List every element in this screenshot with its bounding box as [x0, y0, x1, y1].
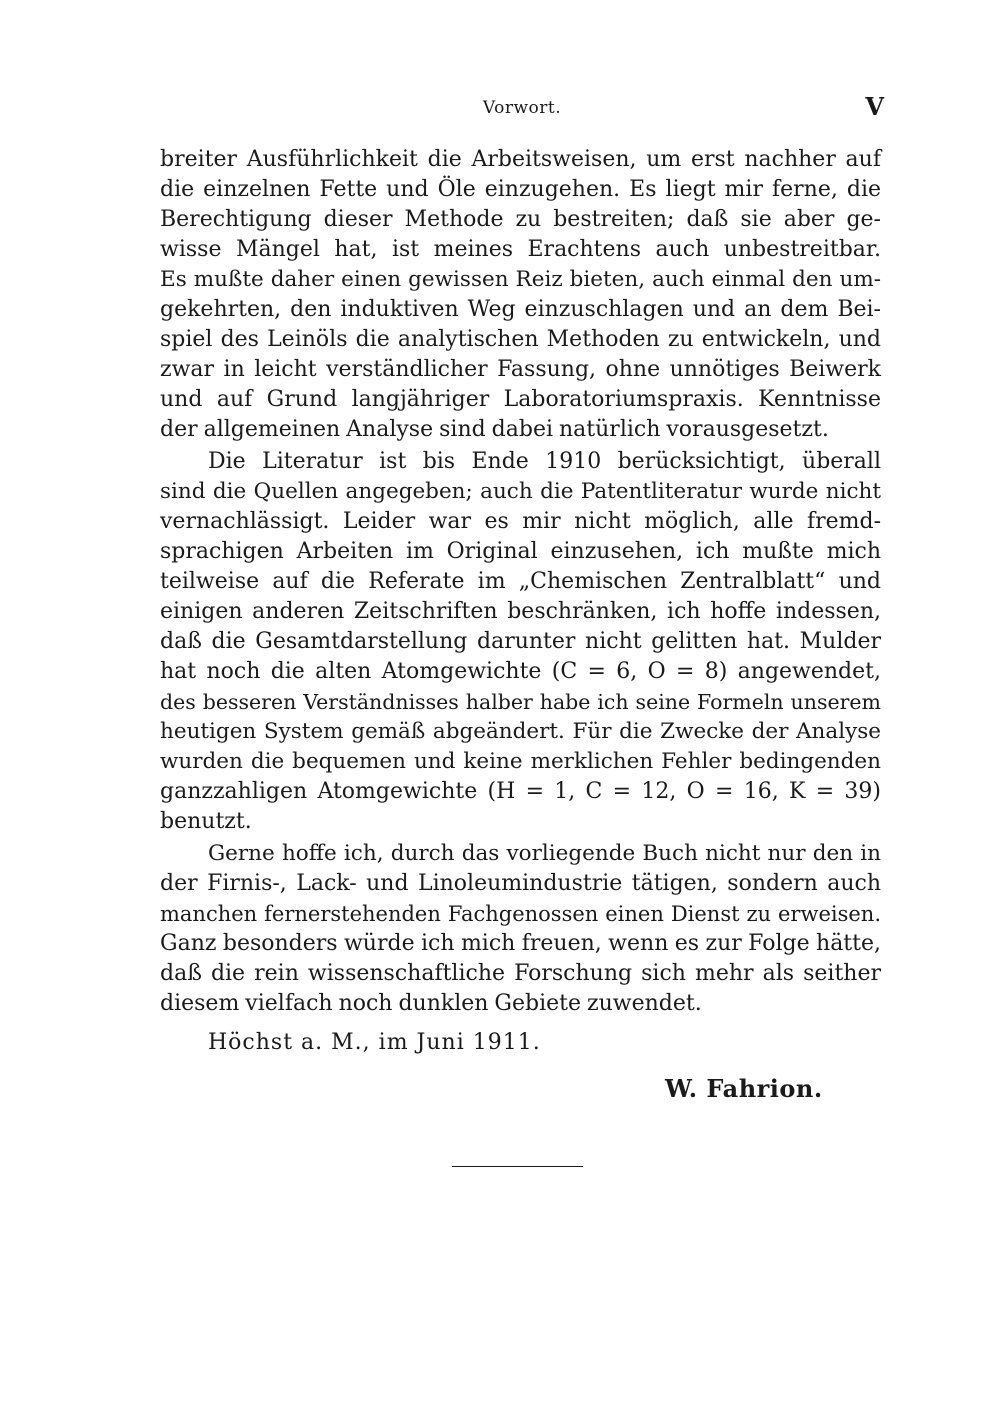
text-line: der Firnis-, Lack- und Linoleumindustrie tätigen, sondern auch — [160, 871, 881, 896]
text-line: einigen anderen Zeitschriften beschränken, ich hoffe indessen, — [160, 599, 881, 624]
text-line: wisse Mängel hat, ist meines Erachtens auch unbestreitbar. — [160, 237, 881, 262]
text-line: des besseren Verständnisses halber habe ich seine Formeln unserem — [160, 690, 881, 714]
text-line: Es mußte daher einen gewissen Reiz bieten, auch einmal den um- — [160, 267, 881, 292]
page-number: V — [865, 92, 884, 121]
text-line: gekehrten, den induktiven Weg einzuschlagen und an dem Bei- — [160, 297, 881, 322]
text-line: benutzt. — [160, 809, 252, 834]
text-line: Die Literatur ist bis Ende 1910 berücksichtigt, überall — [208, 449, 881, 474]
text-line: ganzzahligen Atomgewichte (H = 1, C = 12, O = 16, K = 39) — [160, 779, 881, 804]
text-line: vernachlässigt. Leider war es mir nicht möglich, alle fremd- — [160, 509, 881, 534]
text-line: Berechtigung dieser Methode zu bestreiten; daß sie aber ge- — [160, 207, 881, 232]
text-line: und auf Grund langjähriger Laboratoriumspraxis. Kenntnisse — [160, 387, 881, 412]
text-line: wurden die bequemen und keine merklichen Fehler bedingenden — [160, 749, 881, 774]
text-line: spiel des Leinöls die analytischen Methoden zu entwickeln, und — [160, 327, 881, 352]
running-head — [160, 92, 884, 122]
text-line: heutigen System gemäß abgeändert. Für die Zwecke der Analyse — [160, 719, 881, 744]
text-line: hat noch die alten Atomgewichte (C = 6, O = 8) angewendet, — [160, 659, 881, 684]
text-line: manchen fernerstehenden Fachgenossen einen Dienst zu erweisen. — [160, 902, 881, 926]
text-line: teilweise auf die Referate im „Chemischen Zentralblatt“ und — [160, 569, 881, 594]
text-line: Gerne hoffe ich, durch das vorliegende Buch nicht nur den in — [208, 841, 881, 866]
text-line: breiter Ausführlichkeit die Arbeitsweisen, um erst nachher auf — [160, 147, 881, 172]
text-line: der allgemeinen Analyse sind dabei natürlich vorausgesetzt. — [160, 417, 829, 442]
text-line: Ganz besonders würde ich mich freuen, wenn es zur Folge hätte, — [160, 931, 881, 956]
author-signature: W. Fahrion. — [665, 1074, 823, 1103]
text-line: sind die Quellen angegeben; auch die Patentliteratur wurde nicht — [160, 479, 881, 504]
place-date: Höchst a. M., im Juni 1911. — [208, 1030, 541, 1055]
text-line: die einzelnen Fette und Öle einzugehen. Es liegt mir ferne, die — [160, 177, 881, 202]
text-line: daß die rein wissenschaftliche Forschung sich mehr als seither — [160, 961, 881, 986]
end-rule — [452, 1166, 583, 1167]
text-line: zwar in leicht verständlicher Fassung, ohne unnötiges Beiwerk — [160, 357, 881, 382]
running-head-title: Vorwort. — [482, 98, 562, 118]
text-line: daß die Gesamtdarstellung darunter nicht gelitten hat. Mulder — [160, 629, 881, 654]
text-line: diesem vielfach noch dunklen Gebiete zuwendet. — [160, 991, 702, 1016]
text-line: sprachigen Arbeiten im Original einzusehen, ich mußte mich — [160, 539, 881, 564]
